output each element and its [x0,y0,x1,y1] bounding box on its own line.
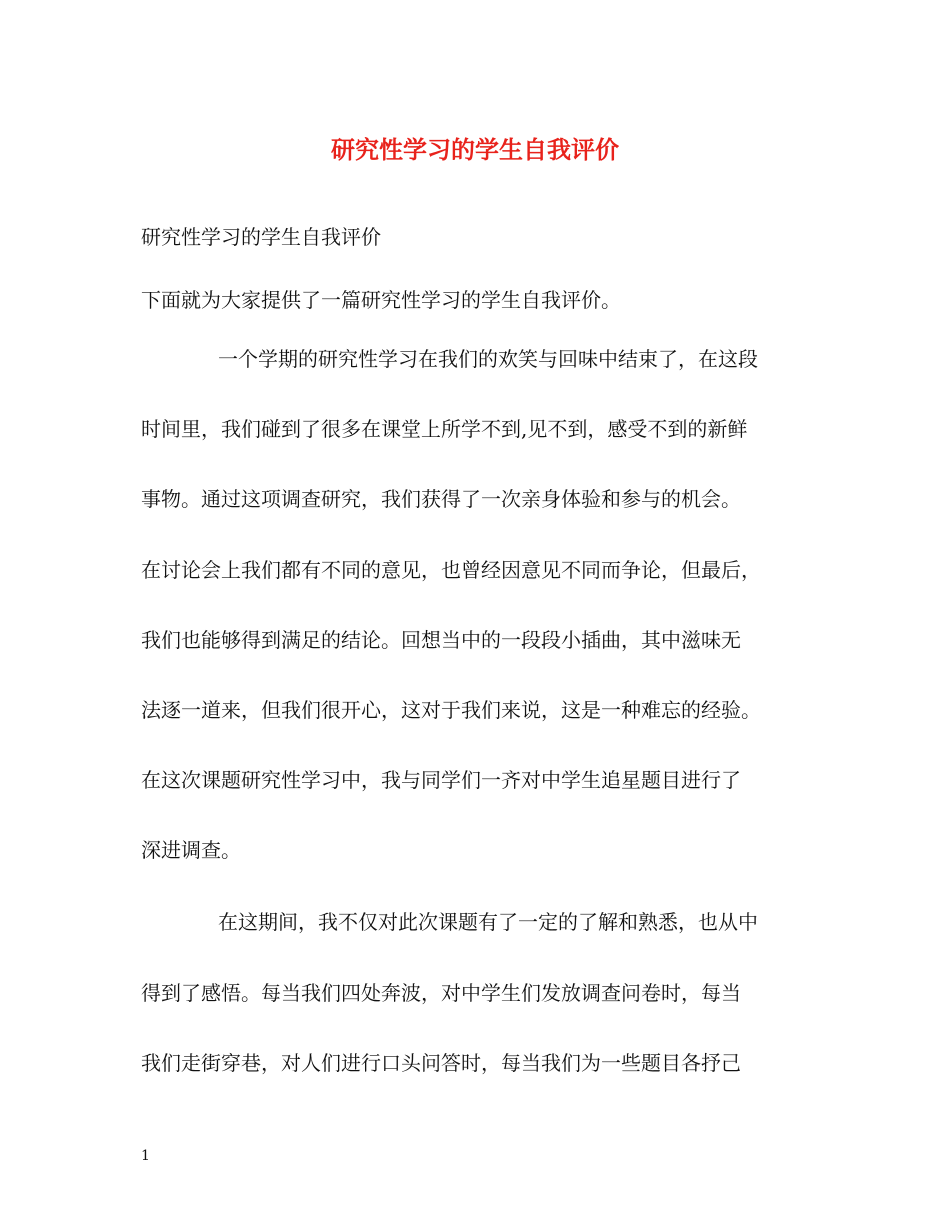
paragraph-line: 在这次课题研究性学习中，我与同学们一齐对中学生追星题目进行了 [141,768,741,792]
paragraph-line: 我们走街穿巷，对人们进行口头问答时，每当我们为一些题目各抒己 [141,1051,741,1075]
paragraph-line: 深进调查。 [141,838,241,862]
paragraph-line: 我们也能够得到满足的结论。回想当中的一段段小插曲，其中滋味无 [141,628,741,652]
paragraph-line: 法逐一道来，但我们很开心，这对于我们来说，这是一种难忘的经验。 [141,698,761,722]
document-title: 研究性学习的学生自我评价 [331,135,619,164]
paragraph-line: 事物。通过这项调查研究，我们获得了一次亲身体验和参与的机会。 [141,487,741,511]
paragraph-line: 得到了感悟。每当我们四处奔波，对中学生们发放调查问卷时，每当 [141,981,741,1005]
paragraph-line: 在这期间，我不仅对此次课题有了一定的了解和熟悉，也从中 [218,910,758,934]
subtitle-line: 研究性学习的学生自我评价 [141,225,381,249]
page-number: 1 [141,1148,150,1164]
paragraph-line: 时间里，我们碰到了很多在课堂上所学不到,见不到，感受不到的新鲜 [141,417,748,441]
intro-line: 下面就为大家提供了一篇研究性学习的学生自我评价。 [141,288,621,312]
paragraph-line: 在讨论会上我们都有不同的意见，也曾经因意见不同而争论，但最后， [141,558,761,582]
paragraph-line: 一个学期的研究性学习在我们的欢笑与回味中结束了，在这段 [218,347,758,371]
